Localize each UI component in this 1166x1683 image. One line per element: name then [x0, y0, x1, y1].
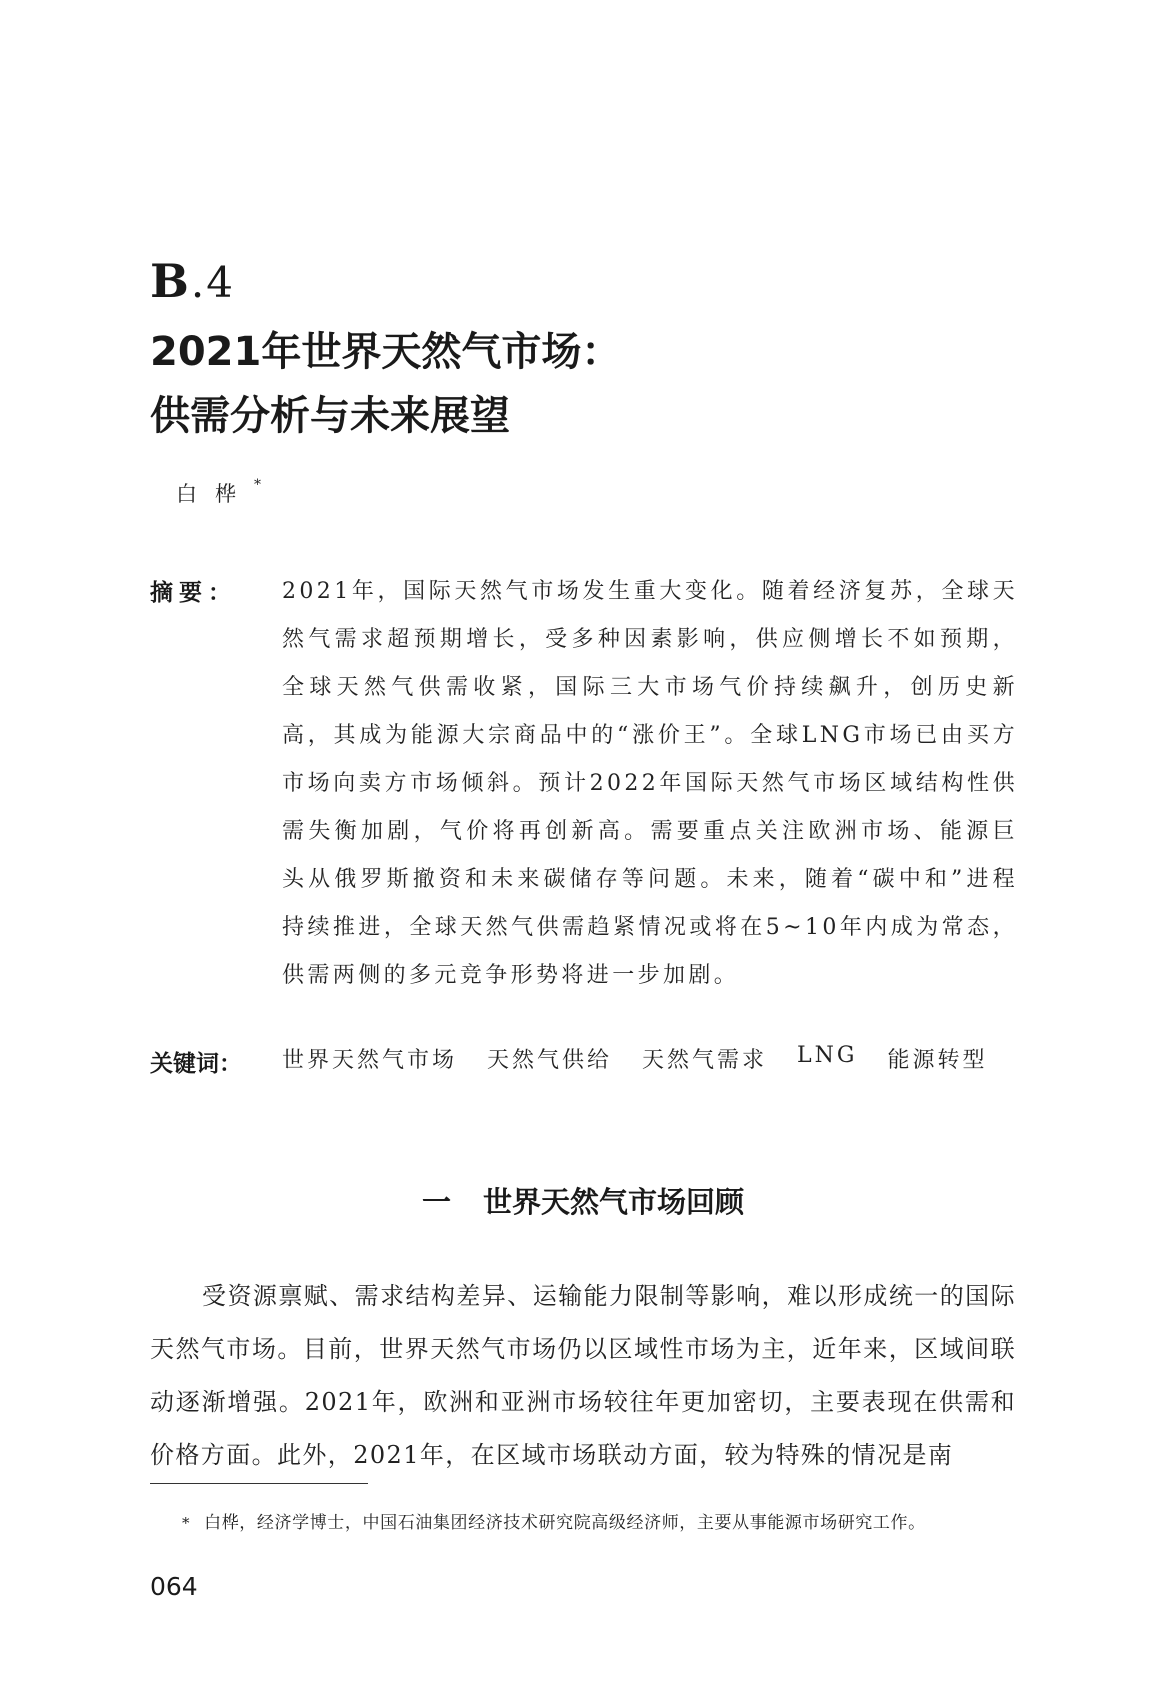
keyword: 能源转型 — [887, 1048, 988, 1073]
abstract-label: 摘要： — [150, 580, 237, 606]
report-code-number: .4 — [190, 258, 235, 307]
page-number: 064 — [150, 1572, 198, 1601]
report-title-line2: 供需分析与未来展望 — [150, 393, 510, 439]
report-code-letter: B — [150, 254, 191, 308]
keyword: 天然气供给 — [487, 1048, 613, 1073]
footnote-divider — [150, 1483, 368, 1484]
keyword: LNG — [797, 1043, 858, 1068]
author-footnote-mark: * — [254, 477, 261, 493]
footnote-text: 白桦，经济学博士，中国石油集团经济技术研究院高级经济师，主要从事能源市场研究工作。 — [204, 1513, 926, 1533]
author-name: 白桦 — [176, 482, 254, 506]
footnote — [182, 1508, 1022, 1533]
keyword: 世界天然气市场 — [282, 1048, 458, 1073]
body-paragraph: 受资源禀赋、需求结构差异、运输能力限制等影响，难以形成统一的国际天然气市场。目前，世界天然气市场仍以区域性市场为主，近年来，区域间联动逐渐增强。2021年，欧洲和亚洲市场较往年更加密切，主要表现在供需和价格方面。此外，2021年，在区域市场联动方面，较为特殊的情况是南 — [150, 1282, 1016, 1469]
section-title: 世界天然气市场回顾 — [483, 1185, 745, 1219]
keywords-list — [282, 1043, 988, 1074]
keywords-label: 关键词： — [150, 1051, 242, 1077]
report-title-line1: 2021年世界天然气市场： — [150, 329, 622, 375]
report-code — [150, 254, 235, 308]
author — [176, 478, 261, 508]
report-title — [150, 320, 1050, 448]
abstract-text: 2021年，国际天然气市场发生重大变化。随着经济复苏，全球天然气需求超预期增长，受多种因素影响，供应侧增长不如预期，全球天然气供需收紧，国际三大市场气价持续飙升，创历史新高，其成为能源大宗商品中的“涨价王”。全球LNG市场已由买方市场向卖方市场倾斜。预计2022年国际天然气市场区域结构性供需失衡加剧，气价将再创新高。需要重点关注欧洲市场、能源巨头从俄罗斯撤资和未来碳储存等问题。未来，随着“碳中和”进程持续推进，全球天然气供需趋紧情况或将在5~10年内成为常态，供需两侧的多元竞争形势将进一步加剧。 — [282, 579, 1018, 988]
keyword: 天然气需求 — [642, 1048, 768, 1073]
footnote-mark: * — [182, 1514, 191, 1532]
section-number: 一 — [421, 1185, 451, 1219]
section-heading — [0, 1180, 1166, 1221]
